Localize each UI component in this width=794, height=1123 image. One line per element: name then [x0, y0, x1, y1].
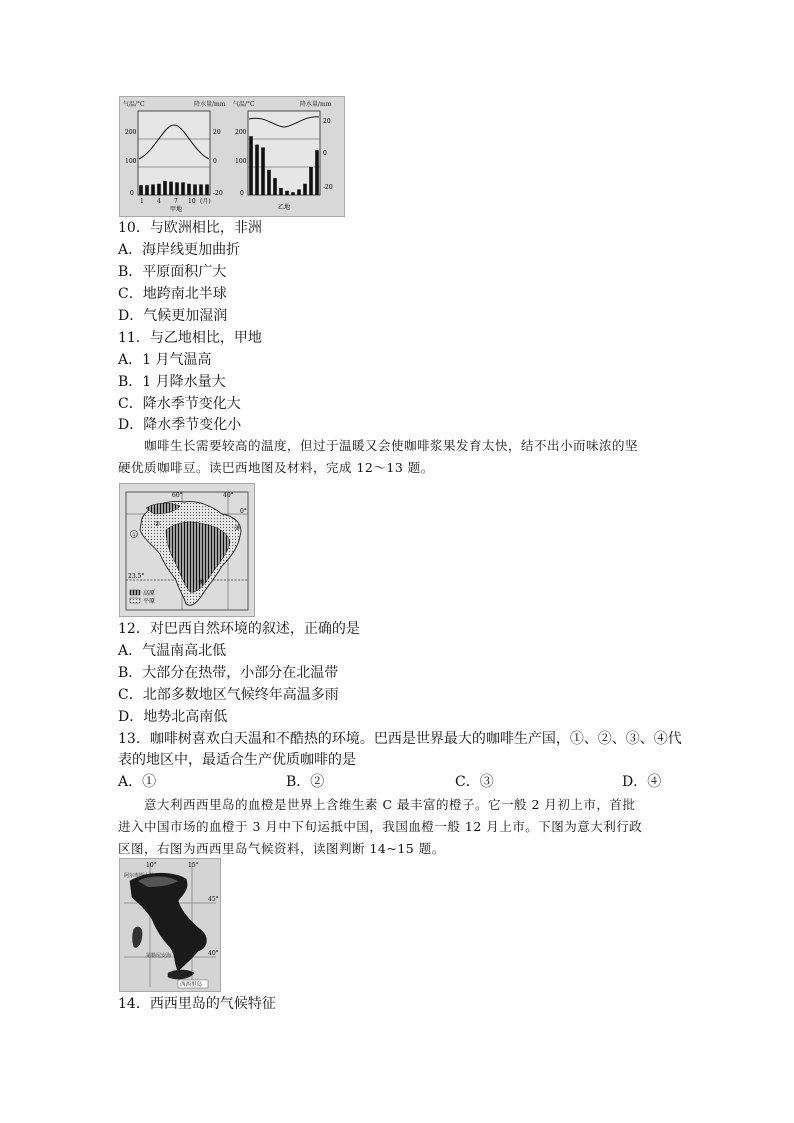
left-tick-0: 0 — [130, 190, 134, 197]
left-precip-bar-2 — [145, 185, 149, 195]
climate-charts-svg — [120, 97, 344, 216]
right-tick-200: 200 — [235, 129, 247, 136]
right-precip-bar-3 — [261, 147, 265, 195]
right-rtick-20: 20 — [323, 118, 331, 125]
marker-4-label: ④ — [198, 578, 205, 586]
italy-para-line2: 进入中国市场的血橙于 3 月中下旬运抵中国，我国血橙一般 12 月上市。下图为意大利行政 — [118, 819, 643, 834]
lat-tropic-label: 23.5° — [128, 573, 145, 580]
legend-plain-swatch — [130, 598, 140, 603]
left-precip-bar-1 — [139, 185, 143, 195]
left-xtick-4: 4 — [157, 198, 161, 205]
left-rtick-20: 20 — [213, 129, 221, 136]
right-tick-100: 100 — [235, 158, 247, 165]
legend-plateau-swatch — [130, 590, 140, 595]
left-precip-bar-9 — [187, 184, 191, 195]
right-caption: 乙地 — [278, 204, 291, 211]
italy-para-line3: 区图，右图为西西里岛气候资料，读图判断 14~15 题。 — [118, 841, 445, 856]
italy-para-line1: 意大利西西里岛的血橙是世界上含维生素 C 最丰富的橙子。它一般 2 月初上市，首批 — [144, 797, 636, 812]
right-precip-bar-11 — [309, 167, 313, 195]
sardinia — [133, 927, 143, 947]
right-rtick-0: 0 — [323, 150, 327, 157]
q11-option-b[interactable]: B．1 月降水量大 — [118, 374, 226, 390]
right-precip-bar-8 — [291, 192, 295, 195]
lat-40-label: 40° — [208, 950, 219, 957]
brazil-map-figure — [119, 483, 255, 617]
left-xtick-month: (月) — [200, 198, 211, 205]
q13-option-d[interactable]: D．④ — [622, 774, 662, 790]
right-precip-bar-6 — [279, 188, 283, 195]
q13-stem-line1: 13．咖啡树喜欢白天温和不酷热的环境。巴西是世界最大的咖啡生产国，①、②、③、④代 — [118, 731, 682, 747]
right-precip-bar-12 — [315, 150, 319, 195]
brazil-map-svg — [120, 484, 254, 616]
right-rtick-neg20: -20 — [323, 184, 333, 191]
left-xtick-7: 7 — [174, 198, 178, 205]
italy-map-svg — [120, 859, 220, 991]
left-tick-100: 100 — [125, 158, 137, 165]
q11-option-d[interactable]: D．降水季节变化小 — [118, 417, 242, 433]
brazil-material-paragraph — [118, 435, 678, 479]
legend-plain-label: 平原 — [143, 598, 156, 605]
right-precip-bar-1 — [249, 136, 253, 195]
left-caption: 甲地 — [170, 206, 183, 213]
q12-option-a[interactable]: A．气温南高北低 — [118, 643, 227, 659]
q10-option-a[interactable]: A．海岸线更加曲折 — [118, 242, 241, 258]
right-precip-bar-7 — [285, 191, 289, 195]
lon-60-label: 60° — [172, 492, 183, 499]
sea-label: 第勒尼安海 — [146, 953, 172, 959]
left-precip-bar-8 — [181, 182, 185, 195]
q10-option-b[interactable]: B．平原面积广大 — [118, 264, 227, 280]
left-y-left-label: 气温/°C — [123, 101, 145, 108]
left-plot-frame — [138, 111, 210, 195]
marker-2-label: ② — [154, 520, 161, 528]
brazil-para-line2: 硬优质咖啡豆。读巴西地图及材料，完成 12～13 题。 — [118, 460, 434, 475]
marker-1-label: ① — [131, 531, 137, 539]
left-precip-bar-4 — [157, 184, 161, 195]
right-y-left-label: 气温/°C — [233, 101, 255, 108]
left-precip-bar-12 — [205, 184, 209, 195]
left-precip-bar-5 — [163, 181, 167, 195]
left-precip-bar-11 — [199, 184, 203, 195]
q11-stem: 11．与乙地相比，甲地 — [118, 330, 262, 346]
right-precip-bar-2 — [255, 145, 259, 195]
lat-45-label: 45° — [208, 896, 219, 903]
right-precip-bar-4 — [267, 170, 271, 195]
italy-map-figure — [119, 858, 221, 992]
right-tick-0: 0 — [240, 190, 244, 197]
right-precip-bar-5 — [273, 178, 277, 195]
left-precip-bar-3 — [151, 184, 155, 195]
italy-material-paragraph — [118, 794, 678, 860]
legend-plateau-label: 高原 — [143, 590, 156, 597]
q13-option-b[interactable]: B．② — [286, 774, 325, 790]
q14-stem: 14．西西里岛的气候特征 — [118, 996, 276, 1012]
q12-option-b[interactable]: B．大部分在热带，小部分在北温带 — [118, 665, 339, 681]
q11-option-c[interactable]: C．降水季节变化大 — [118, 396, 241, 412]
q11-option-a[interactable]: A．1 月气温高 — [118, 352, 212, 368]
left-precip-bar-7 — [175, 182, 179, 195]
q13-option-c[interactable]: C．③ — [455, 774, 494, 790]
q10-stem: 10．与欧洲相比，非洲 — [118, 220, 262, 236]
q12-option-d[interactable]: D．地势北高南低 — [118, 709, 228, 725]
q12-option-c[interactable]: C．北部多数地区气候终年高温多雨 — [118, 687, 339, 703]
q13-option-a[interactable]: A．① — [118, 774, 157, 790]
right-y-right-label: 降水量/mm — [300, 101, 332, 108]
left-xtick-1: 1 — [140, 198, 144, 205]
marker-3-label: ③ — [234, 524, 241, 532]
left-y-right-label: 降水量/mm — [194, 101, 226, 108]
left-rtick-neg20: -20 — [213, 190, 223, 197]
lon-15-label: 15° — [188, 862, 199, 869]
climate-charts-figure — [119, 96, 345, 217]
lon-10-label: 10° — [146, 862, 157, 869]
q10-option-d[interactable]: D．气候更加湿润 — [118, 308, 228, 324]
q13-stem-line2: 表的地区中，最适合生产优质咖啡的是 — [118, 752, 356, 768]
sicily-label: 西西里岛 — [180, 982, 203, 988]
left-tick-200: 200 — [125, 129, 137, 136]
left-rtick-0: 0 — [213, 158, 217, 165]
lat-0-label: 0° — [240, 508, 247, 515]
left-precip-bar-6 — [169, 182, 173, 195]
right-precip-bar-9 — [297, 189, 301, 195]
lon-40-label: 40° — [223, 492, 234, 499]
left-precip-bar-10 — [193, 184, 197, 195]
brazil-para-line1: 咖啡生长需要较高的温度，但过于温暖又会使咖啡浆果发育太快，结不出小而味浓的坚 — [144, 438, 639, 453]
sicily — [168, 970, 194, 979]
left-xtick-10: 10 — [188, 198, 196, 205]
alps-label: 阿尔卑斯山脉 — [124, 873, 155, 879]
q10-option-c[interactable]: C．地跨南北半球 — [118, 286, 227, 302]
right-precip-bar-10 — [303, 184, 307, 195]
q12-stem: 12．对巴西自然环境的叙述，正确的是 — [118, 621, 360, 637]
